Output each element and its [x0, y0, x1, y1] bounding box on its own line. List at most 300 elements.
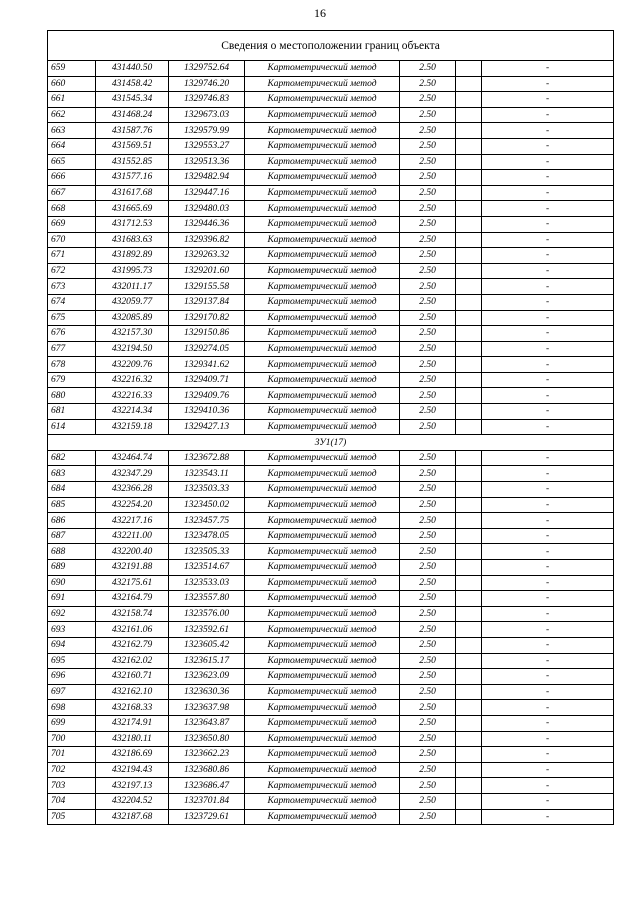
table-row — [48, 201, 614, 217]
point-description: - — [482, 326, 614, 342]
point-description: - — [482, 762, 614, 778]
point-number: 683 — [48, 466, 96, 482]
coordinate-y: 1323514.67 — [169, 560, 245, 576]
determination-method: Картометрический метод — [245, 591, 400, 607]
table-row — [48, 450, 614, 466]
table-row — [48, 61, 614, 77]
determination-method: Картометрический метод — [245, 747, 400, 763]
determination-method: Картометрический метод — [245, 809, 400, 825]
coordinate-x: 431458.42 — [96, 76, 169, 92]
table-row — [48, 404, 614, 420]
coordinate-y: 1329396.82 — [169, 232, 245, 248]
position-error: 2.50 — [400, 591, 456, 607]
table-row — [48, 622, 614, 638]
coordinate-y: 1323505.33 — [169, 544, 245, 560]
coordinate-x: 432085.89 — [96, 310, 169, 326]
table-row — [48, 388, 614, 404]
point-description: - — [482, 107, 614, 123]
point-description: - — [482, 419, 614, 435]
point-number: 695 — [48, 653, 96, 669]
empty-cell — [456, 622, 482, 638]
point-number: 699 — [48, 715, 96, 731]
determination-method: Картометрический метод — [245, 669, 400, 685]
table-row — [48, 357, 614, 373]
point-number: 701 — [48, 747, 96, 763]
point-description: - — [482, 294, 614, 310]
position-error: 2.50 — [400, 513, 456, 529]
position-error: 2.50 — [400, 575, 456, 591]
coordinate-x: 432168.33 — [96, 700, 169, 716]
point-number: 660 — [48, 76, 96, 92]
coordinate-y: 1329446.36 — [169, 216, 245, 232]
section-label: ЗУ1(17) — [48, 435, 614, 451]
point-number: 692 — [48, 606, 96, 622]
point-description: - — [482, 357, 614, 373]
empty-cell — [456, 731, 482, 747]
coordinate-y: 1329746.83 — [169, 92, 245, 108]
point-number: 614 — [48, 419, 96, 435]
table-row — [48, 762, 614, 778]
coordinate-y: 1329170.82 — [169, 310, 245, 326]
determination-method: Картометрический метод — [245, 528, 400, 544]
point-description: - — [482, 622, 614, 638]
table-row — [48, 684, 614, 700]
position-error: 2.50 — [400, 606, 456, 622]
table-row — [48, 560, 614, 576]
point-description: - — [482, 575, 614, 591]
point-description: - — [482, 404, 614, 420]
point-description: - — [482, 92, 614, 108]
table-row — [48, 216, 614, 232]
determination-method: Картометрический метод — [245, 575, 400, 591]
coordinate-y: 1323457.75 — [169, 513, 245, 529]
coordinate-x: 431577.16 — [96, 170, 169, 186]
table-row — [48, 279, 614, 295]
table-row — [48, 341, 614, 357]
point-number: 675 — [48, 310, 96, 326]
position-error: 2.50 — [400, 731, 456, 747]
point-description: - — [482, 123, 614, 139]
point-number: 671 — [48, 248, 96, 264]
empty-cell — [456, 357, 482, 373]
table-row — [48, 154, 614, 170]
coordinate-y: 1329427.13 — [169, 419, 245, 435]
coordinate-y: 1329150.86 — [169, 326, 245, 342]
table-row — [48, 637, 614, 653]
section-header-row — [48, 435, 614, 451]
coordinate-y: 1329155.58 — [169, 279, 245, 295]
coordinate-y: 1329673.03 — [169, 107, 245, 123]
position-error: 2.50 — [400, 61, 456, 77]
empty-cell — [456, 653, 482, 669]
determination-method: Картометрический метод — [245, 310, 400, 326]
point-description: - — [482, 279, 614, 295]
determination-method: Картометрический метод — [245, 762, 400, 778]
position-error: 2.50 — [400, 747, 456, 763]
empty-cell — [456, 107, 482, 123]
point-description: - — [482, 61, 614, 77]
position-error: 2.50 — [400, 154, 456, 170]
coordinate-x: 432211.00 — [96, 528, 169, 544]
point-description: - — [482, 747, 614, 763]
position-error: 2.50 — [400, 123, 456, 139]
point-number: 681 — [48, 404, 96, 420]
position-error: 2.50 — [400, 310, 456, 326]
table-row — [48, 793, 614, 809]
determination-method: Картометрический метод — [245, 606, 400, 622]
point-description: - — [482, 715, 614, 731]
determination-method: Картометрический метод — [245, 107, 400, 123]
determination-method: Картометрический метод — [245, 185, 400, 201]
point-number: 666 — [48, 170, 96, 186]
coordinate-x: 432194.43 — [96, 762, 169, 778]
point-description: - — [482, 482, 614, 498]
table-row — [48, 138, 614, 154]
determination-method: Картометрический метод — [245, 248, 400, 264]
determination-method: Картометрический метод — [245, 341, 400, 357]
coordinate-x: 432157.30 — [96, 326, 169, 342]
determination-method: Картометрический метод — [245, 778, 400, 794]
position-error: 2.50 — [400, 684, 456, 700]
point-description: - — [482, 637, 614, 653]
point-description: - — [482, 76, 614, 92]
coordinate-y: 1329482.94 — [169, 170, 245, 186]
determination-method: Картометрический метод — [245, 357, 400, 373]
table-row — [48, 326, 614, 342]
position-error: 2.50 — [400, 450, 456, 466]
table-row — [48, 715, 614, 731]
empty-cell — [456, 606, 482, 622]
point-description: - — [482, 560, 614, 576]
point-number: 662 — [48, 107, 96, 123]
table-row — [48, 544, 614, 560]
determination-method: Картометрический метод — [245, 513, 400, 529]
coordinate-x: 432464.74 — [96, 450, 169, 466]
position-error: 2.50 — [400, 201, 456, 217]
point-number: 659 — [48, 61, 96, 77]
coordinate-y: 1323623.09 — [169, 669, 245, 685]
point-description: - — [482, 591, 614, 607]
empty-cell — [456, 513, 482, 529]
point-description: - — [482, 138, 614, 154]
position-error: 2.50 — [400, 294, 456, 310]
empty-cell — [456, 170, 482, 186]
position-error: 2.50 — [400, 185, 456, 201]
coordinate-x: 431468.24 — [96, 107, 169, 123]
empty-cell — [456, 482, 482, 498]
determination-method: Картометрический метод — [245, 372, 400, 388]
determination-method: Картометрический метод — [245, 279, 400, 295]
point-number: 690 — [48, 575, 96, 591]
point-number: 677 — [48, 341, 96, 357]
empty-cell — [456, 326, 482, 342]
coordinate-y: 1323643.87 — [169, 715, 245, 731]
coordinate-x: 431440.50 — [96, 61, 169, 77]
determination-method: Картометрический метод — [245, 466, 400, 482]
point-number: 691 — [48, 591, 96, 607]
coordinate-x: 432217.16 — [96, 513, 169, 529]
empty-cell — [456, 419, 482, 435]
empty-cell — [456, 388, 482, 404]
coordinate-y: 1329410.36 — [169, 404, 245, 420]
position-error: 2.50 — [400, 138, 456, 154]
determination-method: Картометрический метод — [245, 232, 400, 248]
position-error: 2.50 — [400, 497, 456, 513]
position-error: 2.50 — [400, 622, 456, 638]
point-number: 700 — [48, 731, 96, 747]
point-description: - — [482, 310, 614, 326]
table-row — [48, 92, 614, 108]
coordinate-x: 431545.34 — [96, 92, 169, 108]
table-row — [48, 232, 614, 248]
coordinate-x: 431569.51 — [96, 138, 169, 154]
empty-cell — [456, 61, 482, 77]
coordinate-x: 432216.32 — [96, 372, 169, 388]
coordinate-x: 431617.68 — [96, 185, 169, 201]
empty-cell — [456, 528, 482, 544]
empty-cell — [456, 341, 482, 357]
coordinate-x: 432161.06 — [96, 622, 169, 638]
point-description: - — [482, 466, 614, 482]
table-row — [48, 778, 614, 794]
point-number: 679 — [48, 372, 96, 388]
determination-method: Картометрический метод — [245, 637, 400, 653]
determination-method: Картометрический метод — [245, 263, 400, 279]
point-number: 696 — [48, 669, 96, 685]
determination-method: Картометрический метод — [245, 123, 400, 139]
coordinate-x: 431892.89 — [96, 248, 169, 264]
coordinate-x: 432160.71 — [96, 669, 169, 685]
table-row — [48, 170, 614, 186]
position-error: 2.50 — [400, 388, 456, 404]
empty-cell — [456, 248, 482, 264]
empty-cell — [456, 747, 482, 763]
coordinate-x: 431683.63 — [96, 232, 169, 248]
point-description: - — [482, 513, 614, 529]
coordinate-x: 432162.10 — [96, 684, 169, 700]
empty-cell — [456, 700, 482, 716]
coordinate-y: 1323503.33 — [169, 482, 245, 498]
position-error: 2.50 — [400, 357, 456, 373]
position-error: 2.50 — [400, 92, 456, 108]
empty-cell — [456, 185, 482, 201]
point-number: 661 — [48, 92, 96, 108]
coordinate-x: 431665.69 — [96, 201, 169, 217]
coordinate-x: 431995.73 — [96, 263, 169, 279]
point-description: - — [482, 528, 614, 544]
coordinate-x: 432209.76 — [96, 357, 169, 373]
determination-method: Картометрический метод — [245, 419, 400, 435]
boundary-coordinates-table — [47, 30, 614, 825]
determination-method: Картометрический метод — [245, 216, 400, 232]
coordinate-x: 432162.02 — [96, 653, 169, 669]
point-description: - — [482, 544, 614, 560]
table-row — [48, 248, 614, 264]
table-row — [48, 575, 614, 591]
table-row — [48, 76, 614, 92]
empty-cell — [456, 544, 482, 560]
point-description: - — [482, 201, 614, 217]
empty-cell — [456, 809, 482, 825]
empty-cell — [456, 669, 482, 685]
empty-cell — [456, 372, 482, 388]
determination-method: Картометрический метод — [245, 92, 400, 108]
point-number: 697 — [48, 684, 96, 700]
position-error: 2.50 — [400, 232, 456, 248]
coordinate-x: 432159.18 — [96, 419, 169, 435]
table-row — [48, 528, 614, 544]
point-number: 703 — [48, 778, 96, 794]
coordinate-y: 1323576.00 — [169, 606, 245, 622]
table-row — [48, 372, 614, 388]
determination-method: Картометрический метод — [245, 653, 400, 669]
point-description: - — [482, 263, 614, 279]
point-number: 688 — [48, 544, 96, 560]
empty-cell — [456, 715, 482, 731]
point-number: 663 — [48, 123, 96, 139]
table-row — [48, 419, 614, 435]
position-error: 2.50 — [400, 793, 456, 809]
table-row — [48, 700, 614, 716]
empty-cell — [456, 450, 482, 466]
table-title: Сведения о местоположении границ объекта — [48, 31, 614, 61]
position-error: 2.50 — [400, 762, 456, 778]
coordinate-x: 432347.29 — [96, 466, 169, 482]
coordinate-y: 1323701.84 — [169, 793, 245, 809]
table-row — [48, 123, 614, 139]
empty-cell — [456, 138, 482, 154]
coordinate-x: 431587.76 — [96, 123, 169, 139]
point-number: 667 — [48, 185, 96, 201]
point-number: 669 — [48, 216, 96, 232]
point-description: - — [482, 248, 614, 264]
table-row — [48, 731, 614, 747]
determination-method: Картометрический метод — [245, 154, 400, 170]
empty-cell — [456, 778, 482, 794]
table-row — [48, 294, 614, 310]
point-description: - — [482, 341, 614, 357]
empty-cell — [456, 201, 482, 217]
position-error: 2.50 — [400, 263, 456, 279]
point-number: 689 — [48, 560, 96, 576]
coordinate-x: 432164.79 — [96, 591, 169, 607]
determination-method: Картометрический метод — [245, 404, 400, 420]
coordinate-x: 431712.53 — [96, 216, 169, 232]
table-row — [48, 747, 614, 763]
coordinate-y: 1329553.27 — [169, 138, 245, 154]
coordinate-x: 432191.88 — [96, 560, 169, 576]
coordinate-y: 1323450.02 — [169, 497, 245, 513]
position-error: 2.50 — [400, 653, 456, 669]
empty-cell — [456, 123, 482, 139]
coordinate-x: 432204.52 — [96, 793, 169, 809]
coordinate-y: 1329409.76 — [169, 388, 245, 404]
point-description: - — [482, 388, 614, 404]
determination-method: Картометрический метод — [245, 700, 400, 716]
point-number: 673 — [48, 279, 96, 295]
position-error: 2.50 — [400, 560, 456, 576]
table-row — [48, 669, 614, 685]
table-row — [48, 482, 614, 498]
point-description: - — [482, 216, 614, 232]
determination-method: Картометрический метод — [245, 731, 400, 747]
table-row — [48, 107, 614, 123]
position-error: 2.50 — [400, 107, 456, 123]
coordinate-y: 1323630.36 — [169, 684, 245, 700]
position-error: 2.50 — [400, 216, 456, 232]
determination-method: Картометрический метод — [245, 622, 400, 638]
position-error: 2.50 — [400, 279, 456, 295]
table-row — [48, 606, 614, 622]
position-error: 2.50 — [400, 248, 456, 264]
table-row — [48, 310, 614, 326]
point-number: 693 — [48, 622, 96, 638]
point-description: - — [482, 809, 614, 825]
coordinate-x: 432187.68 — [96, 809, 169, 825]
empty-cell — [456, 404, 482, 420]
empty-cell — [456, 154, 482, 170]
position-error: 2.50 — [400, 326, 456, 342]
coordinate-y: 1329579.99 — [169, 123, 245, 139]
point-description: - — [482, 372, 614, 388]
point-description: - — [482, 185, 614, 201]
point-number: 687 — [48, 528, 96, 544]
point-number: 672 — [48, 263, 96, 279]
point-number: 682 — [48, 450, 96, 466]
determination-method: Картометрический метод — [245, 497, 400, 513]
position-error: 2.50 — [400, 341, 456, 357]
coordinate-y: 1329752.64 — [169, 61, 245, 77]
point-number: 676 — [48, 326, 96, 342]
determination-method: Картометрический метод — [245, 326, 400, 342]
point-description: - — [482, 497, 614, 513]
coordinate-y: 1323686.47 — [169, 778, 245, 794]
point-number: 678 — [48, 357, 96, 373]
empty-cell — [456, 575, 482, 591]
empty-cell — [456, 497, 482, 513]
point-description: - — [482, 669, 614, 685]
determination-method: Картометрический метод — [245, 715, 400, 731]
determination-method: Картометрический метод — [245, 450, 400, 466]
table-row — [48, 466, 614, 482]
coordinate-y: 1323533.03 — [169, 575, 245, 591]
determination-method: Картометрический метод — [245, 560, 400, 576]
point-description: - — [482, 232, 614, 248]
coordinate-y: 1329409.71 — [169, 372, 245, 388]
table-row — [48, 497, 614, 513]
coordinate-y: 1323662.23 — [169, 747, 245, 763]
coordinate-x: 432194.50 — [96, 341, 169, 357]
determination-method: Картометрический метод — [245, 61, 400, 77]
position-error: 2.50 — [400, 466, 456, 482]
point-number: 680 — [48, 388, 96, 404]
point-number: 686 — [48, 513, 96, 529]
empty-cell — [456, 310, 482, 326]
position-error: 2.50 — [400, 700, 456, 716]
determination-method: Картометрический метод — [245, 201, 400, 217]
empty-cell — [456, 92, 482, 108]
empty-cell — [456, 466, 482, 482]
determination-method: Картометрический метод — [245, 170, 400, 186]
determination-method: Картометрический метод — [245, 684, 400, 700]
determination-method: Картометрический метод — [245, 76, 400, 92]
point-number: 664 — [48, 138, 96, 154]
point-number: 670 — [48, 232, 96, 248]
coordinate-y: 1329480.03 — [169, 201, 245, 217]
determination-method: Картометрический метод — [245, 793, 400, 809]
empty-cell — [456, 294, 482, 310]
coordinate-y: 1323615.17 — [169, 653, 245, 669]
